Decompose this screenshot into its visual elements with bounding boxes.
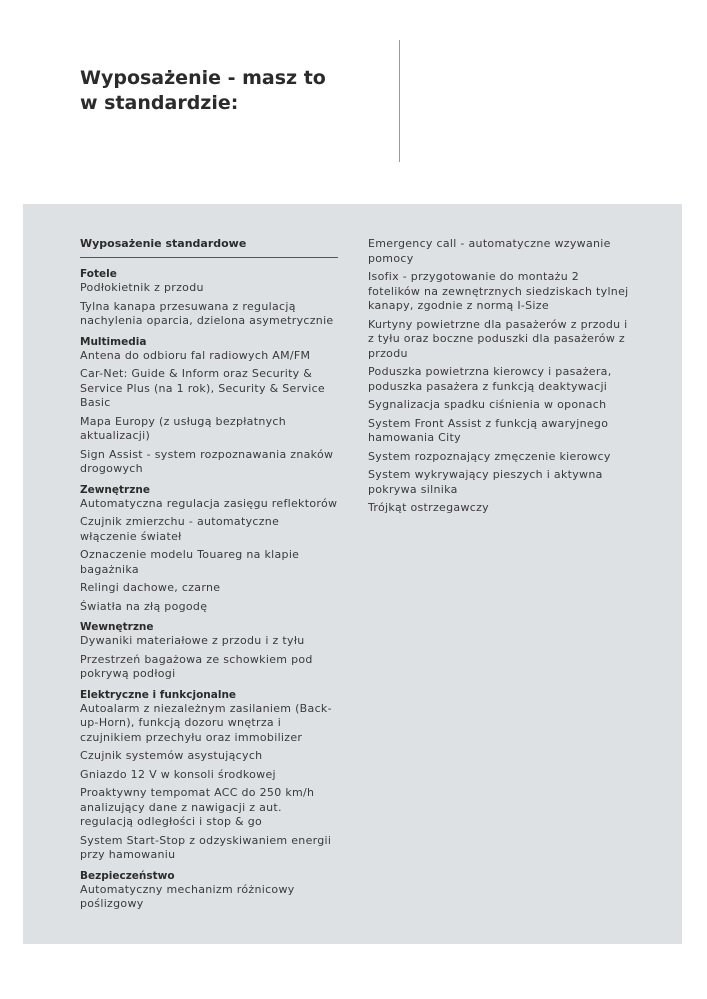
group-title: Fotele: [80, 268, 117, 280]
left-column: [80, 204, 338, 918]
equipment-item: Car-Net: Guide & Inform oraz Security & Service Plus (na 1 rok), Security & Service Basic: [80, 367, 325, 409]
equipment-item: Automatyczny mechanizm różnicowy poślizgowy: [80, 882, 295, 910]
section-title: Wyposażenie standardowe: [80, 237, 338, 258]
equipment-groups: [80, 267, 338, 912]
equipment-item: Trójkąt ostrzegawczy: [368, 501, 489, 514]
equipment-item: Czujnik systemów asystujących: [80, 749, 263, 762]
equipment-item: Gniazdo 12 V w konsoli środkowej: [80, 767, 276, 781]
group-title: Multimedia: [80, 335, 147, 348]
equipment-panel: [23, 204, 682, 944]
equipment-group: [80, 620, 338, 682]
safety-items-continued: [368, 237, 630, 516]
equipment-group: [80, 483, 338, 615]
right-column: [368, 204, 630, 520]
equipment-item: Tylna kanapa przesuwana z regulacją nachylenia oparcia, dzielona asymetrycznie: [80, 299, 334, 327]
equipment-group: [80, 869, 338, 912]
equipment-item: Przestrzeń bagażowa ze schowkiem pod pokrywą podłogi: [80, 652, 313, 680]
equipment-item: System Front Assist z funkcją awaryjnego hamowania City: [368, 416, 609, 444]
equipment-item: Sygnalizacja spadku ciśnienia w oponach: [368, 398, 607, 411]
page-title-line-2: w standardzie:: [80, 92, 239, 114]
watermark: otomoto: [8, 970, 63, 985]
equipment-item: System rozpoznający zmęczenie kierowcy: [368, 449, 611, 463]
equipment-item: Dywaniki materiałowe z przodu i z tyłu: [80, 634, 305, 647]
equipment-group: [80, 335, 338, 477]
equipment-item: Emergency call - automatyczne wzywanie pomocy: [368, 237, 611, 265]
equipment-item: Relingi dachowe, czarne: [80, 581, 221, 594]
group-title: Wewnętrzne: [80, 621, 154, 633]
equipment-item: Podłokietnik z przodu: [80, 281, 204, 294]
equipment-group: [80, 267, 338, 329]
equipment-item: Oznaczenie modelu Touareg na klapie bagażnika: [80, 548, 300, 576]
equipment-item: System wykrywający pieszych i aktywna pokrywa silnika: [368, 468, 603, 496]
equipment-item: Kurtyny powietrzne dla pasażerów z przodu i z tyłu oraz boczne poduszki dla pasażerów z przodu: [368, 317, 628, 360]
page-title: [80, 66, 340, 116]
equipment-item: Proaktywny tempomat ACC do 250 km/h analizujący dane z nawigacji z aut. regulacją odległości i stop & go: [80, 786, 315, 828]
equipment-item: Isofix - przygotowanie do montażu 2 fotelików na zewnętrznych siedziskach tylnej kanapy, zgodnie z normą I-Size: [368, 270, 629, 312]
equipment-item: System Start-Stop z odzyskiwaniem energii przy hamowaniu: [80, 833, 332, 861]
equipment-item: Poduszka powietrzna kierowcy i pasażera, poduszka pasażera z funkcją deaktywacji: [368, 365, 612, 393]
group-title: Elektryczne i funkcjonalne: [80, 688, 237, 701]
equipment-item: Automatyczna regulacja zasięgu reflektorów: [80, 496, 338, 510]
equipment-group: [80, 688, 338, 863]
group-title: Zewnętrzne: [80, 483, 150, 496]
equipment-item: Światła na złą pogodę: [80, 599, 208, 613]
equipment-item: Antena do odbioru fal radiowych AM/FM: [80, 348, 311, 362]
page-title-line-1: Wyposażenie - masz to: [80, 67, 326, 89]
vertical-divider: [399, 40, 400, 162]
group-title: Bezpieczeństwo: [80, 869, 175, 882]
equipment-item: Czujnik zmierzchu - automatyczne włączenie świateł: [80, 515, 280, 543]
equipment-item: Autoalarm z niezależnym zasilaniem (Back-up-Horn), funkcją dozoru wnętrza i czujnikiem przechyłu oraz immobilizer: [80, 701, 332, 744]
equipment-item: Mapa Europy (z usługą bezpłatnych aktualizacji): [80, 414, 287, 442]
equipment-item: Sign Assist - system rozpoznawania znaków drogowych: [80, 447, 334, 475]
